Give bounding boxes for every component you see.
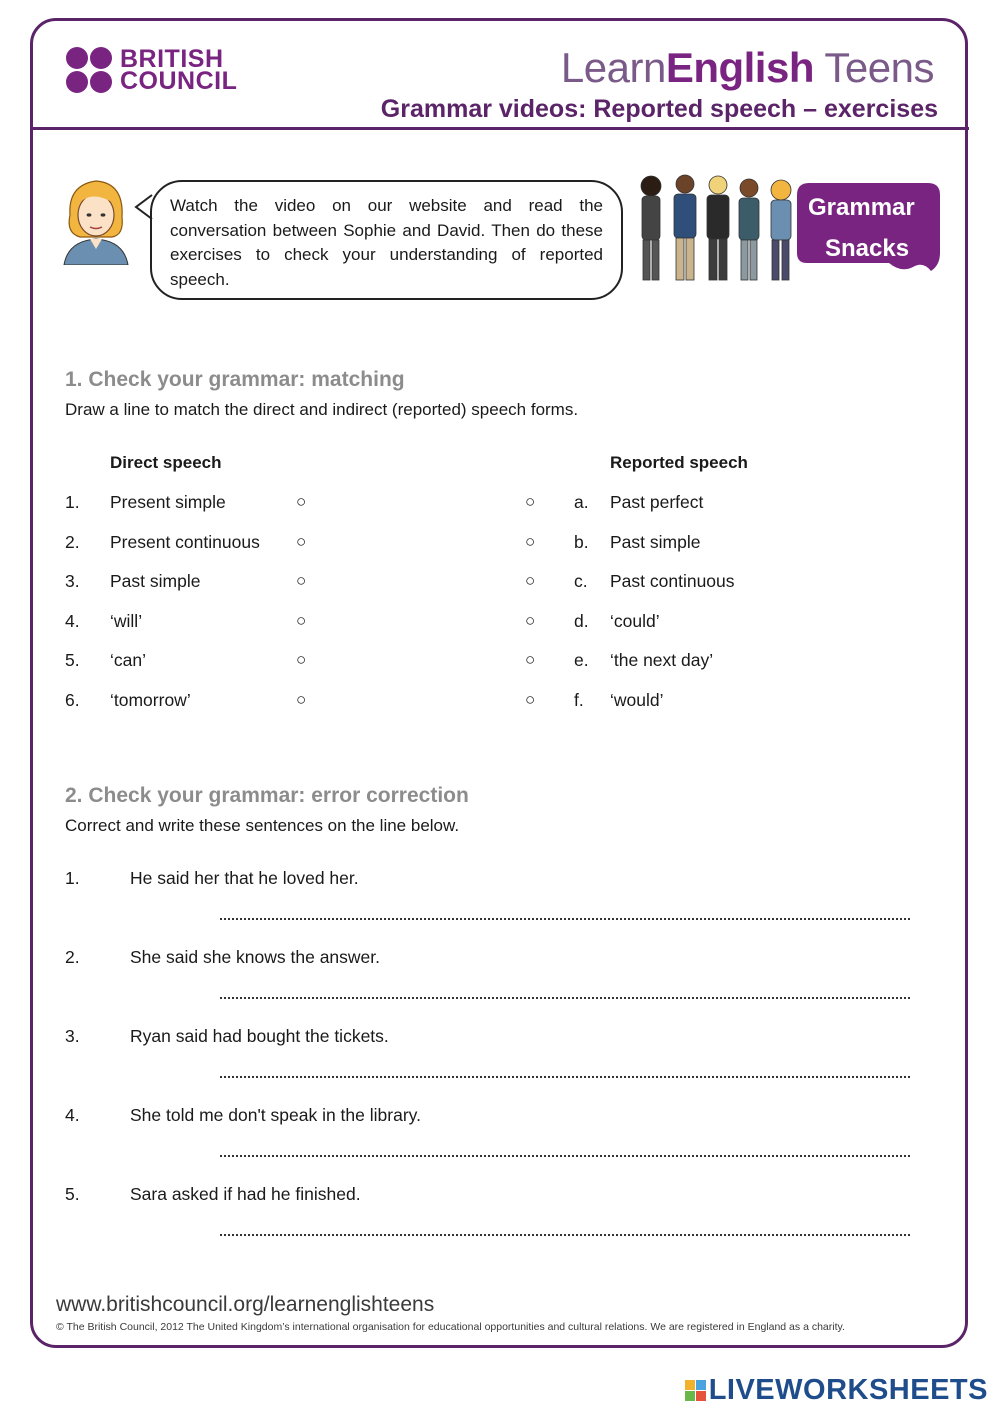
direct-number: 5. xyxy=(65,650,80,670)
direct-form: Present simple xyxy=(110,492,226,512)
direct-form: ‘can’ xyxy=(110,650,146,670)
page-title: Grammar videos: Reported speech – exercises xyxy=(380,95,938,123)
error-item-sentence: She said she knows the answer. xyxy=(130,947,381,967)
logo-teens: Teens xyxy=(814,44,934,91)
direct-number: 4. xyxy=(65,611,80,631)
direct-match-point[interactable]: ○ xyxy=(296,611,307,630)
sophie-avatar-icon xyxy=(60,175,132,265)
logo-english: English xyxy=(665,44,814,91)
matching-row xyxy=(0,650,1000,674)
reported-match-point[interactable]: ○ xyxy=(525,650,536,669)
answer-line[interactable] xyxy=(220,916,910,920)
error-item-number: 4. xyxy=(65,1105,80,1125)
direct-form: ‘will’ xyxy=(110,611,143,631)
matching-row xyxy=(0,492,1000,516)
direct-match-point[interactable]: ○ xyxy=(296,492,307,511)
liveworksheets-logo xyxy=(685,1374,988,1407)
matching-row xyxy=(0,611,1000,635)
header-divider xyxy=(31,127,969,130)
reported-letter: a. xyxy=(574,492,589,512)
liveworksheets-badge-icon xyxy=(685,1380,706,1401)
reported-form: Past simple xyxy=(610,532,701,552)
section-2-instruction: Correct and write these sentences on the line below. xyxy=(65,816,460,835)
error-item-number: 1. xyxy=(65,868,80,888)
direct-form: Past simple xyxy=(110,571,201,591)
direct-number: 6. xyxy=(65,690,80,710)
matching-row xyxy=(0,690,1000,714)
answer-line[interactable] xyxy=(220,1232,910,1236)
error-item-number: 3. xyxy=(65,1026,80,1046)
reported-letter: b. xyxy=(574,532,589,552)
reported-form: ‘the next day’ xyxy=(610,650,714,670)
british-council-dots-icon xyxy=(66,47,112,93)
reported-form: Past continuous xyxy=(610,571,735,591)
error-item-sentence: She told me don't speak in the library. xyxy=(130,1105,421,1125)
answer-line[interactable] xyxy=(220,995,910,999)
direct-speech-heading: Direct speech xyxy=(110,453,222,472)
error-item-number: 5. xyxy=(65,1184,80,1204)
learnenglish-teens-logo xyxy=(561,44,934,92)
logo-learn: Learn xyxy=(560,44,666,91)
answer-line[interactable] xyxy=(220,1074,910,1078)
reported-letter: e. xyxy=(574,650,589,670)
brand-line-1: BRITISH xyxy=(120,45,224,73)
reported-speech-heading: Reported speech xyxy=(610,453,748,472)
direct-number: 2. xyxy=(65,532,80,552)
direct-number: 1. xyxy=(65,492,80,512)
answer-line[interactable] xyxy=(220,1153,910,1157)
reported-form: Past perfect xyxy=(610,492,704,512)
error-item-sentence: Ryan said had bought the tickets. xyxy=(130,1026,389,1046)
footer-url: www.britishcouncil.org/learnenglishteens xyxy=(56,1293,435,1316)
british-council-logo xyxy=(66,47,237,93)
direct-form: ‘tomorrow’ xyxy=(110,690,191,710)
badge-snacks-text: Snacks xyxy=(825,235,910,262)
section-2-title: 2. Check your grammar: error correction xyxy=(65,784,469,807)
teens-group-illustration xyxy=(633,170,803,285)
reported-letter: d. xyxy=(574,611,589,631)
direct-match-point[interactable]: ○ xyxy=(296,571,307,590)
error-item-number: 2. xyxy=(65,947,80,967)
footer-copyright: © The British Council, 2012 The United Kingdom’s international organisation for educational opportunities and cultural relations. We are registered in England as a charity. xyxy=(56,1321,845,1333)
intro-text: Watch the video on our website and read the conversation between Sophie and David. Then do these exercises to check your understanding of reported speech. xyxy=(170,196,603,289)
reported-letter: f. xyxy=(574,690,584,710)
badge-grammar-text: Grammar xyxy=(808,194,915,221)
error-item-sentence: Sara asked if had he finished. xyxy=(130,1184,361,1204)
matching-row xyxy=(0,571,1000,595)
reported-match-point[interactable]: ○ xyxy=(525,690,536,709)
reported-letter: c. xyxy=(574,571,588,591)
liveworksheets-text: LIVEWORKSHEETS xyxy=(708,1374,988,1406)
reported-match-point[interactable]: ○ xyxy=(525,492,536,511)
section-1-instruction: Draw a line to match the direct and indirect (reported) speech forms. xyxy=(65,400,579,419)
brand-line-2: COUNCIL xyxy=(120,67,238,95)
reported-form: ‘would’ xyxy=(610,690,664,710)
direct-match-point[interactable]: ○ xyxy=(296,532,307,551)
error-item-sentence: He said her that he loved her. xyxy=(130,868,359,888)
section-1-title: 1. Check your grammar: matching xyxy=(65,368,405,391)
reported-match-point[interactable]: ○ xyxy=(525,571,536,590)
reported-match-point[interactable]: ○ xyxy=(525,532,536,551)
reported-form: ‘could’ xyxy=(610,611,660,631)
direct-form: Present continuous xyxy=(110,532,260,552)
direct-match-point[interactable]: ○ xyxy=(296,650,307,669)
reported-match-point[interactable]: ○ xyxy=(525,611,536,630)
direct-match-point[interactable]: ○ xyxy=(296,690,307,709)
direct-number: 3. xyxy=(65,571,80,591)
matching-row xyxy=(0,532,1000,556)
speech-bubble xyxy=(150,180,623,300)
